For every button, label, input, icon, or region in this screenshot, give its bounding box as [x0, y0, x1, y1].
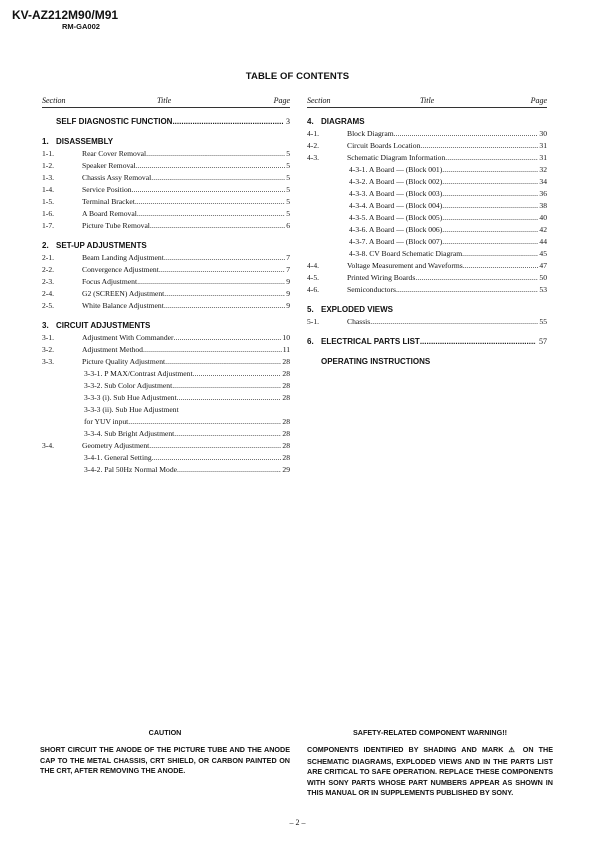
- toc-page-number: 47: [539, 261, 547, 270]
- toc-number: 2-5.: [42, 301, 55, 310]
- dot-leader: [151, 172, 285, 184]
- dot-leader: [132, 184, 286, 196]
- toc-title: DISASSEMBLY: [56, 137, 114, 146]
- dot-leader: [135, 196, 285, 208]
- column-header-rule: [42, 107, 290, 108]
- toc-page-number: 5: [286, 209, 290, 218]
- toc-page-number: 28: [282, 417, 290, 426]
- dot-leader: [174, 428, 281, 440]
- toc-page-number: 7: [286, 265, 290, 274]
- toc-entry[interactable]: [42, 380, 290, 392]
- dot-leader: [394, 128, 539, 140]
- toc-entry[interactable]: [307, 140, 547, 152]
- column-header: [42, 96, 290, 108]
- toc-title: Chassis Assy Removal: [82, 173, 152, 182]
- toc-right-column: [307, 96, 547, 368]
- dot-leader: [172, 380, 281, 392]
- toc-entry[interactable]: [42, 440, 290, 452]
- dot-leader: [177, 392, 282, 404]
- toc-page-number: 40: [539, 213, 547, 222]
- spacer: [307, 296, 547, 304]
- toc-number: 3.: [42, 321, 49, 330]
- toc-number: 2-2.: [42, 265, 55, 274]
- toc-title: Schematic Diagram Information: [347, 153, 446, 162]
- dot-leader: [137, 208, 285, 220]
- toc-section-heading[interactable]: [42, 136, 290, 148]
- toc-page-number: 28: [282, 453, 290, 462]
- toc-page-number: 6: [286, 221, 290, 230]
- toc-title: ELECTRICAL PARTS LIST: [321, 337, 420, 346]
- toc-number: 2.: [42, 241, 49, 250]
- toc-page-number: 3: [286, 117, 290, 126]
- toc-title: 3-3-3 (i). Sub Hue Adjustment: [84, 393, 177, 402]
- toc-page-number: 5: [286, 173, 290, 182]
- dot-leader: [143, 344, 282, 356]
- spacer: [307, 108, 547, 116]
- toc-title: Convergence Adjustment: [82, 265, 159, 274]
- warning-triangle-icon: ⚠: [508, 747, 518, 754]
- toc-title: Terminal Bracket: [82, 197, 135, 206]
- toc-title: Printed Wiring Boards: [347, 273, 416, 282]
- toc-title: for YUV input: [84, 417, 129, 426]
- toc-entry[interactable]: [42, 300, 290, 312]
- toc-number: 1-1.: [42, 149, 55, 158]
- dot-leader: [396, 284, 538, 296]
- toc-number: 1-6.: [42, 209, 55, 218]
- toc-number: 1-4.: [42, 185, 55, 194]
- dot-leader: [177, 464, 281, 476]
- dot-leader: [165, 356, 281, 368]
- toc-title: 3-3-1. P MAX/Contrast Adjustment: [84, 369, 193, 378]
- toc-number: 3-4.: [42, 441, 55, 450]
- toc-number: 2-4.: [42, 289, 55, 298]
- toc-number: 1-5.: [42, 197, 55, 206]
- dot-leader: [370, 316, 538, 328]
- toc-title: 4-3-6. A Board — (Block 006): [349, 225, 443, 234]
- dot-leader: [159, 264, 285, 276]
- toc-title: 3-4-2. Pal 50Hz Normal Mode: [84, 465, 178, 474]
- toc-left-list: [42, 116, 290, 476]
- dot-leader: [164, 252, 285, 264]
- toc-section-heading[interactable]: [307, 336, 547, 348]
- toc-entry[interactable]: [307, 316, 547, 328]
- toc-page-number: 42: [539, 225, 547, 234]
- toc-entry[interactable]: [42, 428, 290, 440]
- dot-leader: [152, 452, 282, 464]
- toc-page-number: 28: [282, 441, 290, 450]
- toc-page-number: 28: [282, 369, 290, 378]
- toc-entry[interactable]: [42, 332, 290, 344]
- dot-leader: [164, 288, 285, 300]
- caution-heading: CAUTION: [148, 728, 182, 737]
- toc-title: Focus Adjustment: [82, 277, 138, 286]
- toc-number: 1.: [42, 137, 49, 146]
- toc-number: 5.: [307, 305, 314, 314]
- toc-number: 6.: [307, 337, 314, 346]
- dot-leader: [420, 140, 538, 152]
- column-header: [307, 96, 547, 108]
- toc-number: 3-3.: [42, 357, 55, 366]
- toc-entry[interactable]: [42, 264, 290, 276]
- toc-page-number: 5: [286, 197, 290, 206]
- toc-page-number: 53: [539, 285, 547, 294]
- dot-leader: [172, 116, 283, 128]
- chassis-code: RM-GA002: [62, 22, 100, 31]
- toc-title: Rear Cover Removal: [82, 149, 147, 158]
- dot-leader: [442, 176, 538, 188]
- dot-leader: [463, 260, 539, 272]
- spacer: [307, 328, 547, 336]
- toc-title: 3-3-4. Sub Bright Adjustment: [84, 429, 175, 438]
- toc-number: 4-2.: [307, 141, 320, 150]
- toc-title: Semiconductors: [347, 285, 396, 294]
- toc-number: 2-1.: [42, 253, 55, 262]
- safety-warning-box: [307, 728, 553, 799]
- toc-number: 4-3.: [307, 153, 320, 162]
- toc-entry[interactable]: [307, 248, 547, 260]
- toc-entry[interactable]: [307, 200, 547, 212]
- toc-entry[interactable]: [42, 172, 290, 184]
- toc-page-number: 50: [539, 273, 547, 282]
- toc-title: 4-3-2. A Board — (Block 002): [349, 177, 443, 186]
- page-title: TABLE OF CONTENTS: [245, 71, 350, 82]
- toc-page-number: 38: [539, 201, 547, 210]
- dot-leader: [193, 368, 282, 380]
- toc-title: CIRCUIT ADJUSTMENTS: [56, 321, 151, 330]
- column-header-page: Page: [273, 96, 290, 105]
- toc-section-heading[interactable]: [307, 356, 547, 368]
- toc-number: 5-1.: [307, 317, 320, 326]
- column-header-section: Section: [307, 96, 331, 105]
- dot-leader: [442, 236, 538, 248]
- spacer: [42, 128, 290, 136]
- dot-leader: [128, 416, 281, 428]
- dot-leader: [137, 276, 285, 288]
- toc-page-number: 45: [539, 249, 547, 258]
- dot-leader: [164, 300, 285, 312]
- column-header-rule: [307, 107, 547, 108]
- dot-leader: [442, 224, 538, 236]
- safety-text-part-2: ON THE SCHEMATIC DIAGRAMS, EXPLODED VIEWS AND IN THE PARTS LIST ARE CRITICAL TO SAFE OPERATION. REPLACE THESE COMPONENTS WITH SONY PARTS WHOSE PART NUMBERS APPEAR AS SHOWN IN THIS MANUAL OR IN SUPPLEMENTS PUBLISHED BY SONY.: [307, 745, 553, 798]
- toc-entry[interactable]: [42, 160, 290, 172]
- toc-title: Chassis: [347, 317, 371, 326]
- toc-entry[interactable]: [307, 272, 547, 284]
- toc-title: Picture Quality Adjustment: [82, 357, 166, 366]
- dot-leader: [136, 160, 285, 172]
- dot-leader: [420, 336, 536, 348]
- column-header-section: Section: [42, 96, 66, 105]
- toc-entry[interactable]: [307, 128, 547, 140]
- toc-number: 4.: [307, 117, 314, 126]
- toc-page-number: 30: [539, 129, 547, 138]
- toc-section-heading[interactable]: [42, 240, 290, 252]
- toc-title: Speaker Removal: [82, 161, 136, 170]
- dot-leader: [146, 148, 285, 160]
- toc-number: 1-2.: [42, 161, 55, 170]
- toc-right-list: [307, 116, 547, 368]
- dot-leader: [174, 332, 282, 344]
- toc-page-number: 28: [282, 381, 290, 390]
- toc-page-number: 11: [282, 345, 290, 354]
- toc-page-number: 57: [539, 337, 547, 346]
- toc-title: 3-4-1. General Setting: [84, 453, 152, 462]
- dot-leader: [415, 272, 538, 284]
- toc-page-number: 28: [282, 429, 290, 438]
- toc-entry[interactable]: [42, 252, 290, 264]
- toc-title: 4-3-3. A Board — (Block 003): [349, 189, 443, 198]
- dot-leader: [150, 220, 285, 232]
- toc-title: 4-3-5. A Board — (Block 005): [349, 213, 443, 222]
- toc-title: Beam Landing Adjustment: [82, 253, 164, 262]
- toc-page-number: 9: [286, 289, 290, 298]
- toc-page-number: 32: [539, 165, 547, 174]
- toc-number: 1-3.: [42, 173, 55, 182]
- toc-number: 2-3.: [42, 277, 55, 286]
- toc-entry[interactable]: [42, 148, 290, 160]
- toc-title: Service Position: [82, 185, 132, 194]
- toc-page-number: 29: [282, 465, 290, 474]
- toc-page-number: 28: [282, 393, 290, 402]
- toc-title: SELF DIAGNOSTIC FUNCTION: [56, 117, 173, 126]
- dot-leader: [462, 248, 538, 260]
- toc-page-number: 55: [539, 317, 547, 326]
- toc-number: 4-4.: [307, 261, 320, 270]
- caution-box: [40, 728, 290, 777]
- dot-leader: [445, 152, 538, 164]
- toc-title: White Balance Adjustment: [82, 301, 164, 310]
- dot-leader: [149, 440, 281, 452]
- safety-warning-heading: SAFETY-RELATED COMPONENT WARNING!!: [353, 728, 507, 737]
- toc-section-heading[interactable]: [42, 116, 290, 128]
- caution-text: SHORT CIRCUIT THE ANODE OF THE PICTURE TUBE AND THE ANODE CAP TO THE METAL CHASSIS, CRT SHIELD, OR CARBON PAINTED ON THE CRT, AFTER REMOVING THE ANODE.: [40, 745, 290, 776]
- toc-title: 4-3-4. A Board — (Block 004): [349, 201, 443, 210]
- toc-title: 4-3-1. A Board — (Block 001): [349, 165, 443, 174]
- toc-entry[interactable]: [307, 260, 547, 272]
- dot-leader: [442, 188, 538, 200]
- toc-number: 4-6.: [307, 285, 320, 294]
- spacer: [42, 312, 290, 320]
- toc-entry[interactable]: [42, 416, 290, 428]
- toc-title: Adjustment With Commander: [82, 333, 174, 342]
- toc-page-number: 9: [286, 301, 290, 310]
- toc-page-number: 31: [539, 153, 547, 162]
- toc-title: Adjustment Method: [82, 345, 143, 354]
- toc-title: Picture Tube Removal: [82, 221, 150, 230]
- toc-title: 3-3-2. Sub Color Adjustment: [84, 381, 173, 390]
- toc-page-number: 7: [286, 253, 290, 262]
- toc-entry[interactable]: [42, 208, 290, 220]
- toc-title: Voltage Measurement and Waveforms: [347, 261, 463, 270]
- page-number: – 2 –: [289, 818, 306, 827]
- toc-title: DIAGRAMS: [321, 117, 365, 126]
- dot-leader: [442, 164, 538, 176]
- toc-entry[interactable]: [307, 212, 547, 224]
- toc-entry[interactable]: [42, 196, 290, 208]
- toc-title: Circuit Boards Location: [347, 141, 421, 150]
- toc-entry[interactable]: [307, 164, 547, 176]
- toc-title: 4-3-7. A Board — (Block 007): [349, 237, 443, 246]
- spacer: [42, 108, 290, 116]
- toc-page-number: 34: [539, 177, 547, 186]
- column-header-title: Title: [420, 96, 435, 105]
- toc-entry[interactable]: [42, 368, 290, 380]
- spacer: [42, 232, 290, 240]
- toc-title: Geometry Adjustment: [82, 441, 150, 450]
- column-header-page: Page: [530, 96, 547, 105]
- toc-entry[interactable]: [42, 404, 290, 416]
- toc-page-number: 44: [539, 237, 547, 246]
- toc-title: A Board Removal: [82, 209, 137, 218]
- toc-page-number: 9: [286, 277, 290, 286]
- toc-title: OPERATING INSTRUCTIONS: [321, 357, 431, 366]
- toc-number: 3-1.: [42, 333, 55, 342]
- toc-title: Block Diagram: [347, 129, 394, 138]
- column-header-title: Title: [157, 96, 172, 105]
- toc-entry[interactable]: [307, 224, 547, 236]
- dot-leader: [442, 212, 538, 224]
- toc-entry[interactable]: [307, 236, 547, 248]
- model-number: KV-AZ212M90/M91: [12, 8, 119, 22]
- toc-title: 3-3-3 (ii). Sub Hue Adjustment: [84, 405, 179, 414]
- spacer: [307, 348, 547, 356]
- dot-leader: [442, 200, 538, 212]
- toc-number: 3-2.: [42, 345, 55, 354]
- toc-title: EXPLODED VIEWS: [321, 305, 394, 314]
- toc-section-heading[interactable]: [42, 320, 290, 332]
- toc-page-number: 10: [282, 333, 290, 342]
- toc-section-heading[interactable]: [307, 116, 547, 128]
- toc-title: SET-UP ADJUSTMENTS: [56, 241, 147, 250]
- toc-number: 4-1.: [307, 129, 320, 138]
- toc-title: 4-3-8. CV Board Schematic Diagram: [349, 249, 463, 258]
- toc-page-number: 5: [286, 161, 290, 170]
- toc-entry[interactable]: [42, 356, 290, 368]
- toc-entry[interactable]: [42, 452, 290, 464]
- toc-page-number: 28: [282, 357, 290, 366]
- toc-number: 4-5.: [307, 273, 320, 282]
- toc-number: 1-7.: [42, 221, 55, 230]
- toc-entry[interactable]: [42, 220, 290, 232]
- toc-section-heading[interactable]: [307, 304, 547, 316]
- toc-entry[interactable]: [42, 184, 290, 196]
- safety-text-part-1: COMPONENTS IDENTIFIED BY SHADING AND MARK: [307, 745, 509, 754]
- toc-entry[interactable]: [307, 152, 547, 164]
- toc-entry[interactable]: [42, 288, 290, 300]
- toc-left-column: [42, 96, 290, 476]
- toc-entry[interactable]: [307, 176, 547, 188]
- toc-page-number: 5: [286, 149, 290, 158]
- toc-entry[interactable]: [307, 188, 547, 200]
- toc-entry[interactable]: [42, 276, 290, 288]
- toc-entry[interactable]: [307, 284, 547, 296]
- toc-page-number: 5: [286, 185, 290, 194]
- toc-page-number: 36: [539, 189, 547, 198]
- toc-entry[interactable]: [42, 464, 290, 476]
- toc-page-number: 31: [539, 141, 547, 150]
- safety-warning-text: [307, 745, 553, 799]
- toc-entry[interactable]: [42, 392, 290, 404]
- toc-title: G2 (SCREEN) Adjustment: [82, 289, 165, 298]
- toc-entry[interactable]: [42, 344, 290, 356]
